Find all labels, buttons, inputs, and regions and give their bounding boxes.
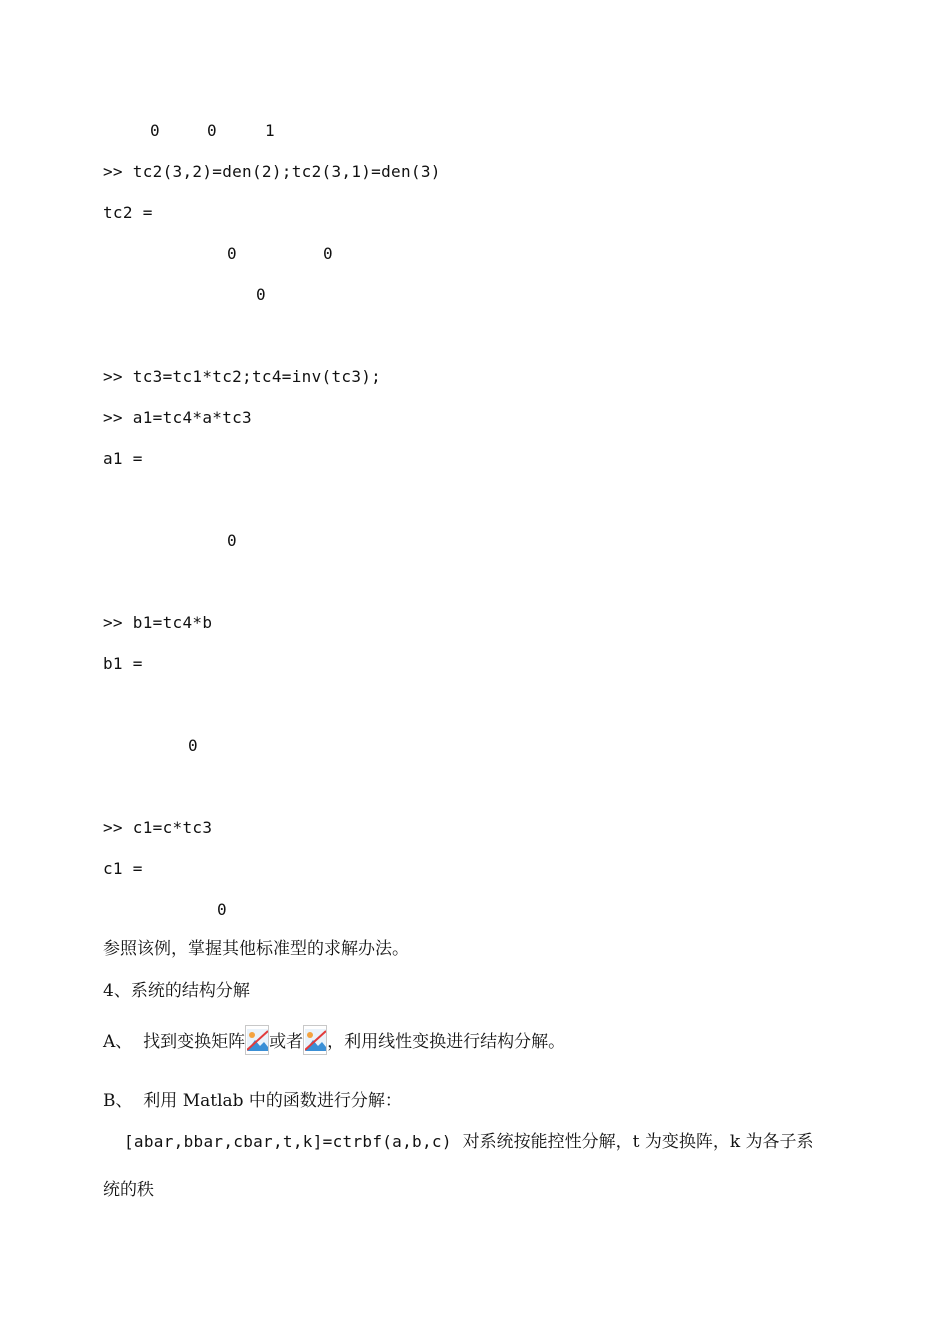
paragraph-note: 参照该例，掌握其他标准型的求解办法。 — [103, 939, 409, 959]
ctrbf-description: 对系统按能控性分解，t 为变换阵，k 为各子系 — [451, 1132, 814, 1152]
command-line: >> tc3=tc1*tc2;tc4=inv(tc3); — [103, 367, 382, 386]
matrix-value: 0 — [150, 121, 160, 140]
matrix-value: 0 — [207, 121, 217, 140]
command-line: >> c1=c*tc3 — [103, 818, 213, 837]
item-a-mid: 或者 — [269, 1032, 304, 1052]
output-label: tc2 = — [103, 203, 153, 222]
command-line: >> a1=tc4*a*tc3 — [103, 408, 252, 427]
output-label: c1 = — [103, 859, 143, 878]
matrix-value: 0 — [256, 285, 266, 304]
ctrbf-line — [124, 1134, 814, 1151]
ctrbf-description-cont: 统的秩 — [103, 1180, 154, 1200]
command-line: >> tc2(3,2)=den(2);tc2(3,1)=den(3) — [103, 162, 441, 181]
section-heading: 4、系统的结构分解 — [103, 981, 250, 1001]
item-a — [103, 1025, 565, 1055]
matrix-value: 0 — [227, 244, 237, 263]
broken-image-icon — [245, 1025, 269, 1055]
broken-image-icon — [303, 1025, 327, 1055]
ctrbf-code: [abar,bbar,cbar,t,k]=ctrbf(a,b,c) — [124, 1132, 452, 1151]
output-label: b1 = — [103, 654, 143, 673]
item-b: B、 利用 Matlab 中的函数进行分解： — [103, 1091, 402, 1111]
item-a-suffix: ，利用线性变换进行结构分解。 — [327, 1032, 566, 1052]
item-a-prefix: A、 找到变换矩阵 — [103, 1032, 246, 1052]
matrix-value: 0 — [227, 531, 237, 550]
matrix-value: 1 — [265, 121, 275, 140]
output-label: a1 = — [103, 449, 143, 468]
matrix-value: 0 — [323, 244, 333, 263]
command-line: >> b1=tc4*b — [103, 613, 213, 632]
matrix-value: 0 — [217, 900, 227, 919]
matrix-value: 0 — [188, 736, 198, 755]
